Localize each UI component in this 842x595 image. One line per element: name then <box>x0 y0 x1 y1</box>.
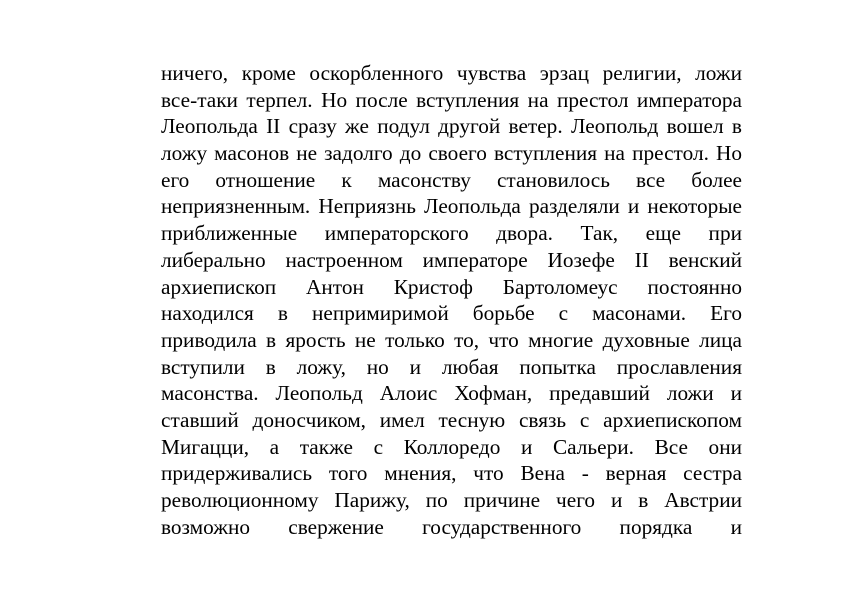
text-line: Мигацци, а также с Коллоредо и Сальери. Все они <box>161 434 742 459</box>
text-line: неприязненным. Неприязнь Леопольда разделяли и некоторые <box>161 194 742 219</box>
text-line: либерально настроенном императоре Иозефе II венский <box>161 247 742 272</box>
text-line: ничего, кроме оскорбленного чувства эрзац религии, ложи <box>161 61 742 85</box>
text-line: ставший доносчиком, имел тесную связь с архиепископом <box>161 407 742 432</box>
text-line: масонства. Леопольд Алоис Хофман, предавший ложи и <box>161 381 742 406</box>
text-line: ложу масонов не задолго до своего вступления на престол. Но <box>161 141 742 166</box>
text-line: его отношение к масонству становилось все более <box>161 167 742 192</box>
text-line: вступили в ложу, но и любая попытка прославления <box>161 354 742 379</box>
text-line: приводила в ярость не только то, что многие духовные лица <box>161 327 742 352</box>
text-line: приближенные императорского двора. Так, еще при <box>161 221 742 246</box>
text-line: возможно свержение государственного порядка и <box>161 514 742 539</box>
text-line: все-таки терпел. Но после вступления на престол императора <box>161 87 742 112</box>
text-line: придерживались того мнения, что Вена - верная сестра <box>161 461 742 486</box>
body-text <box>161 60 742 540</box>
text-line: революционному Парижу, по причине чего и в Австрии <box>161 488 742 512</box>
text-line: архиепископ Антон Кристоф Бартоломеус постоянно <box>161 274 742 299</box>
text-line: находился в непримиримой борьбе с масонами. Его <box>161 301 742 326</box>
text-line: Леопольда II сразу же подул другой ветер. Леопольд вошел в <box>161 114 742 139</box>
